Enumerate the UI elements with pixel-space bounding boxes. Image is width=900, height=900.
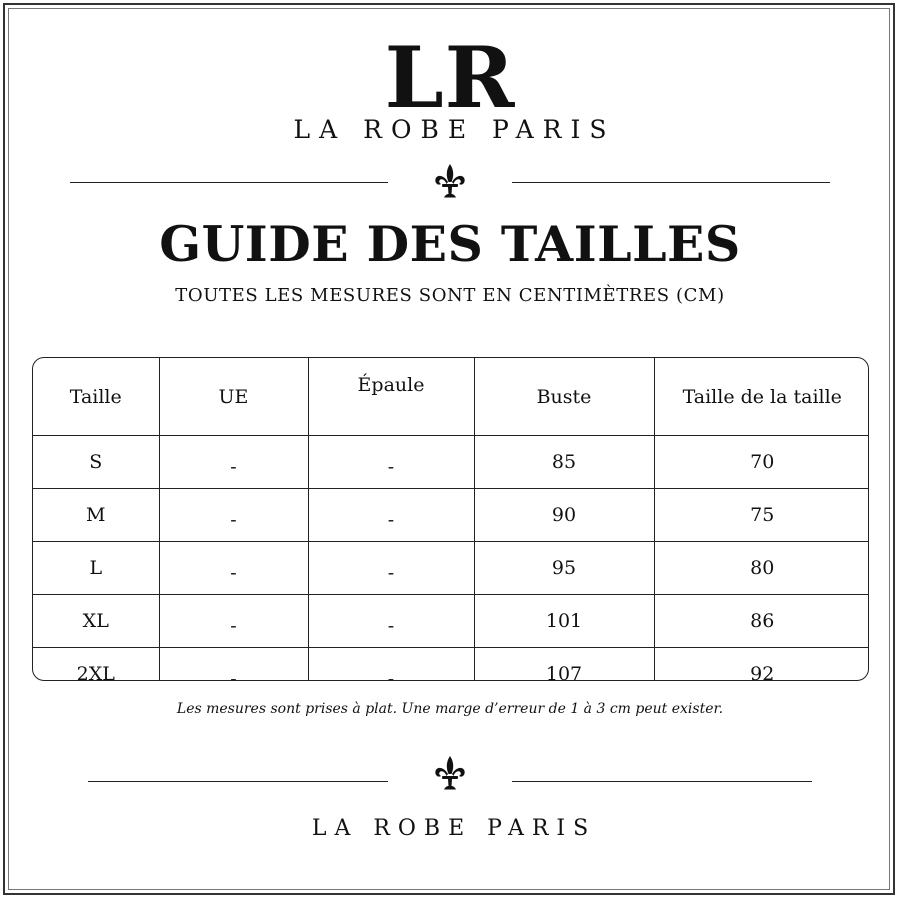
header-taille: Taille	[33, 358, 159, 436]
size-table	[32, 357, 869, 681]
cell-ue: -	[159, 542, 308, 595]
cell-epaule: -	[308, 595, 474, 648]
cell-taille: 75	[654, 489, 869, 542]
cell-ue: -	[159, 648, 308, 682]
cell-size: M	[33, 489, 159, 542]
table-row	[33, 595, 869, 648]
header-buste: Buste	[474, 358, 654, 436]
cell-epaule: -	[308, 489, 474, 542]
divider-left-bottom	[88, 781, 388, 782]
cell-epaule: -	[308, 436, 474, 489]
table-row	[33, 542, 869, 595]
brand-logo: LR	[384, 28, 516, 127]
cell-size: L	[33, 542, 159, 595]
header-epaule: Épaule	[308, 358, 474, 436]
cell-taille: 86	[654, 595, 869, 648]
fleur-de-lis-icon	[433, 163, 467, 199]
page-title: GUIDE DES TAILLES	[159, 215, 741, 273]
header-taille-de-la-taille: Taille de la taille	[654, 358, 869, 436]
header-ue: UE	[159, 358, 308, 436]
measurement-note: Les mesures sont prises à plat. Une marge d’erreur de 1 à 3 cm peut exister.	[176, 701, 724, 717]
cell-size: 2XL	[33, 648, 159, 682]
cell-buste: 90	[474, 489, 654, 542]
cell-taille: 92	[654, 648, 869, 682]
cell-taille: 70	[654, 436, 869, 489]
table-header-row	[33, 358, 869, 436]
brand-name: LA ROBE PARIS	[293, 115, 616, 144]
cell-buste: 107	[474, 648, 654, 682]
footer-brand-name: LA ROBE PARIS	[311, 816, 597, 841]
table-row	[33, 436, 869, 489]
fleur-de-lis-icon	[433, 755, 467, 791]
cell-epaule: -	[308, 648, 474, 682]
cell-ue: -	[159, 595, 308, 648]
table-row	[33, 489, 869, 542]
cell-buste: 95	[474, 542, 654, 595]
divider-right-top	[512, 182, 830, 183]
cell-buste: 85	[474, 436, 654, 489]
cell-epaule: -	[308, 542, 474, 595]
cell-ue: -	[159, 436, 308, 489]
cell-buste: 101	[474, 595, 654, 648]
divider-left-top	[70, 182, 388, 183]
divider-right-bottom	[512, 781, 812, 782]
table-row	[33, 648, 869, 682]
cell-ue: -	[159, 489, 308, 542]
cell-size: XL	[33, 595, 159, 648]
cell-size: S	[33, 436, 159, 489]
cell-taille: 80	[654, 542, 869, 595]
page-subtitle: TOUTES LES MESURES SONT EN CENTIMÈTRES (CM)	[175, 285, 725, 306]
